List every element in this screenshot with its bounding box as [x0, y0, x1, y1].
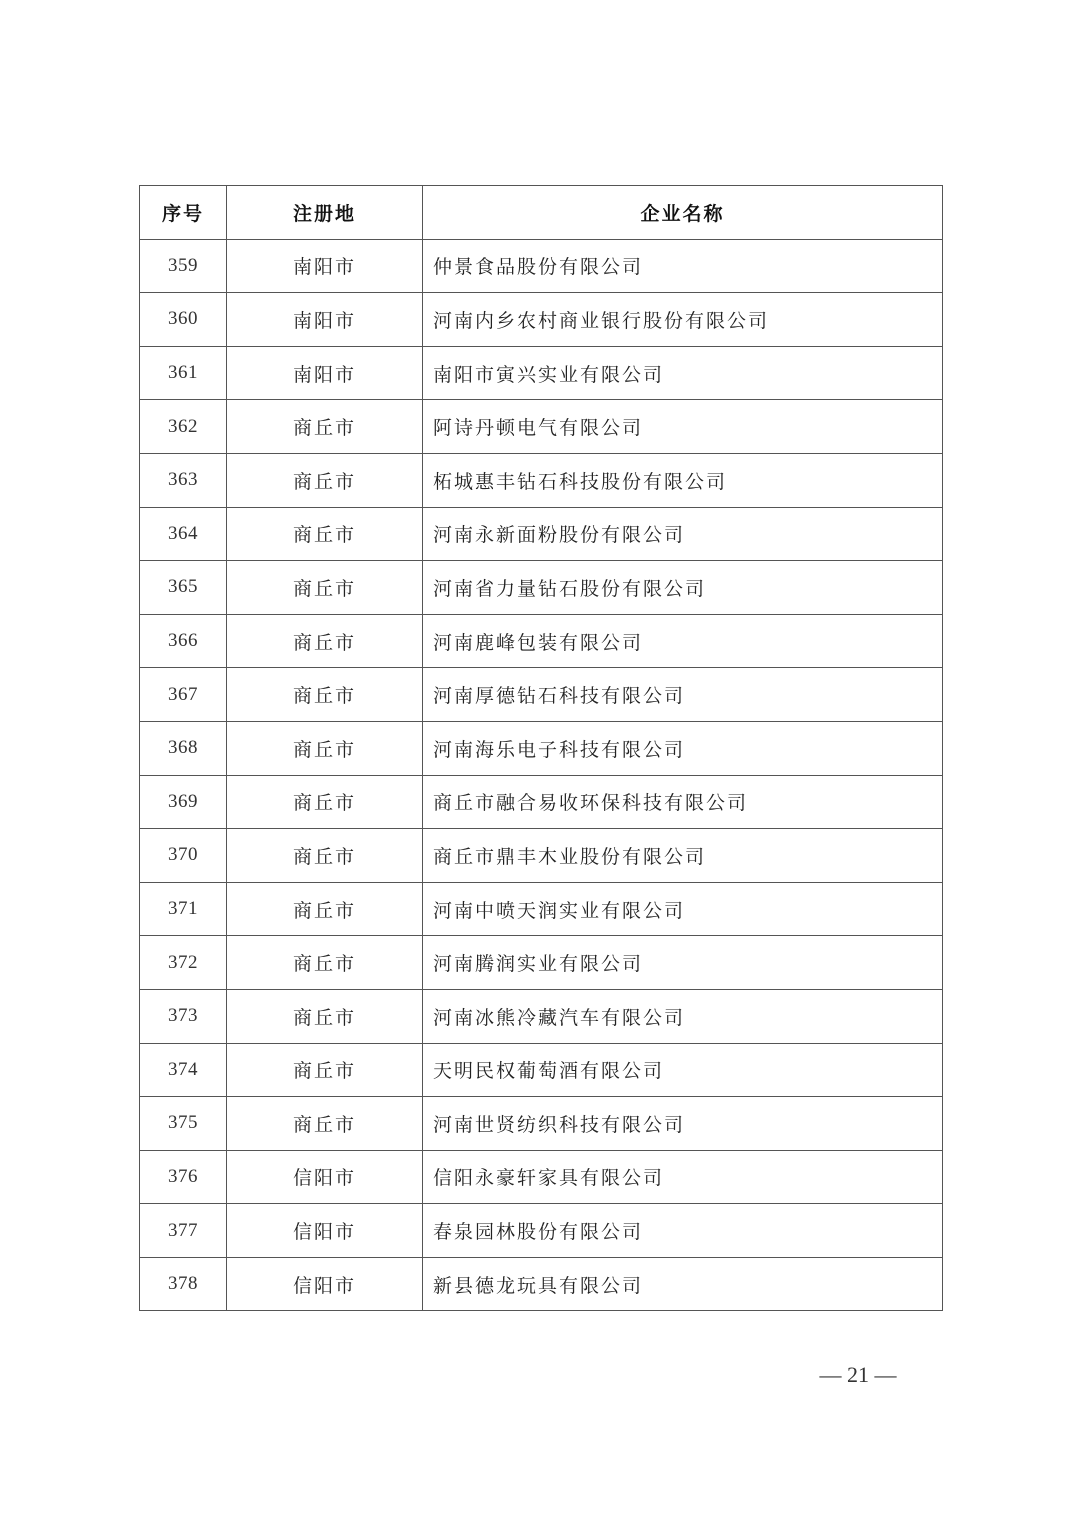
cell-serial-number: 363 — [140, 453, 227, 507]
cell-registration-place: 商丘市 — [227, 721, 423, 775]
cell-registration-place: 商丘市 — [227, 1097, 423, 1151]
header-registration-place: 注册地 — [227, 186, 423, 240]
cell-registration-place: 南阳市 — [227, 293, 423, 347]
cell-serial-number: 365 — [140, 561, 227, 615]
table-row — [140, 775, 943, 829]
cell-registration-place: 商丘市 — [227, 668, 423, 722]
cell-registration-place: 商丘市 — [227, 453, 423, 507]
cell-company-name: 河南冰熊冷藏汽车有限公司 — [423, 989, 943, 1043]
cell-registration-place: 商丘市 — [227, 775, 423, 829]
cell-serial-number: 360 — [140, 293, 227, 347]
cell-company-name: 河南中喷天润实业有限公司 — [423, 882, 943, 936]
cell-registration-place: 信阳市 — [227, 1257, 423, 1311]
table-row — [140, 829, 943, 883]
table-row — [140, 1097, 943, 1151]
table-row — [140, 1150, 943, 1204]
cell-serial-number: 366 — [140, 614, 227, 668]
cell-company-name: 柘城惠丰钻石科技股份有限公司 — [423, 453, 943, 507]
cell-serial-number: 372 — [140, 936, 227, 990]
cell-registration-place: 商丘市 — [227, 882, 423, 936]
cell-serial-number: 374 — [140, 1043, 227, 1097]
table-body — [140, 239, 943, 1311]
cell-company-name: 新县德龙玩具有限公司 — [423, 1257, 943, 1311]
table-row — [140, 882, 943, 936]
cell-company-name: 南阳市寅兴实业有限公司 — [423, 346, 943, 400]
enterprise-table — [139, 185, 943, 1311]
cell-serial-number: 373 — [140, 989, 227, 1043]
cell-serial-number: 376 — [140, 1150, 227, 1204]
cell-company-name: 河南省力量钻石股份有限公司 — [423, 561, 943, 615]
cell-registration-place: 商丘市 — [227, 829, 423, 883]
cell-company-name: 天明民权葡萄酒有限公司 — [423, 1043, 943, 1097]
cell-serial-number: 369 — [140, 775, 227, 829]
table-row — [140, 1043, 943, 1097]
header-company-name: 企业名称 — [423, 186, 943, 240]
cell-company-name: 河南世贤纺织科技有限公司 — [423, 1097, 943, 1151]
cell-serial-number: 361 — [140, 346, 227, 400]
cell-serial-number: 359 — [140, 239, 227, 293]
cell-company-name: 河南厚德钻石科技有限公司 — [423, 668, 943, 722]
cell-registration-place: 商丘市 — [227, 561, 423, 615]
cell-serial-number: 364 — [140, 507, 227, 561]
cell-serial-number: 370 — [140, 829, 227, 883]
cell-registration-place: 信阳市 — [227, 1150, 423, 1204]
table-row — [140, 721, 943, 775]
table-row — [140, 400, 943, 454]
table-row — [140, 989, 943, 1043]
table-row — [140, 1204, 943, 1258]
table-row — [140, 1257, 943, 1311]
cell-serial-number: 368 — [140, 721, 227, 775]
cell-company-name: 商丘市鼎丰木业股份有限公司 — [423, 829, 943, 883]
table-row — [140, 561, 943, 615]
cell-company-name: 河南内乡农村商业银行股份有限公司 — [423, 293, 943, 347]
table-row — [140, 239, 943, 293]
table-row — [140, 293, 943, 347]
table-row — [140, 453, 943, 507]
cell-company-name: 河南海乐电子科技有限公司 — [423, 721, 943, 775]
header-serial-number: 序号 — [140, 186, 227, 240]
cell-company-name: 商丘市融合易收环保科技有限公司 — [423, 775, 943, 829]
cell-registration-place: 信阳市 — [227, 1204, 423, 1258]
cell-registration-place: 南阳市 — [227, 239, 423, 293]
cell-registration-place: 商丘市 — [227, 614, 423, 668]
cell-registration-place: 商丘市 — [227, 1043, 423, 1097]
cell-company-name: 河南永新面粉股份有限公司 — [423, 507, 943, 561]
cell-company-name: 仲景食品股份有限公司 — [423, 239, 943, 293]
cell-registration-place: 商丘市 — [227, 507, 423, 561]
cell-serial-number: 367 — [140, 668, 227, 722]
cell-registration-place: 商丘市 — [227, 989, 423, 1043]
cell-registration-place: 商丘市 — [227, 936, 423, 990]
cell-company-name: 信阳永豪轩家具有限公司 — [423, 1150, 943, 1204]
cell-registration-place: 商丘市 — [227, 400, 423, 454]
cell-company-name: 阿诗丹顿电气有限公司 — [423, 400, 943, 454]
page-number: — 21 — — [819, 1362, 897, 1387]
cell-serial-number: 362 — [140, 400, 227, 454]
cell-company-name: 河南鹿峰包装有限公司 — [423, 614, 943, 668]
table-row — [140, 936, 943, 990]
cell-serial-number: 377 — [140, 1204, 227, 1258]
cell-serial-number: 371 — [140, 882, 227, 936]
table-row — [140, 668, 943, 722]
table-row — [140, 614, 943, 668]
cell-registration-place: 南阳市 — [227, 346, 423, 400]
table-row — [140, 507, 943, 561]
cell-serial-number: 375 — [140, 1097, 227, 1151]
cell-serial-number: 378 — [140, 1257, 227, 1311]
cell-company-name: 河南腾润实业有限公司 — [423, 936, 943, 990]
table-header-row — [140, 186, 943, 240]
table-row — [140, 346, 943, 400]
cell-company-name: 春泉园林股份有限公司 — [423, 1204, 943, 1258]
